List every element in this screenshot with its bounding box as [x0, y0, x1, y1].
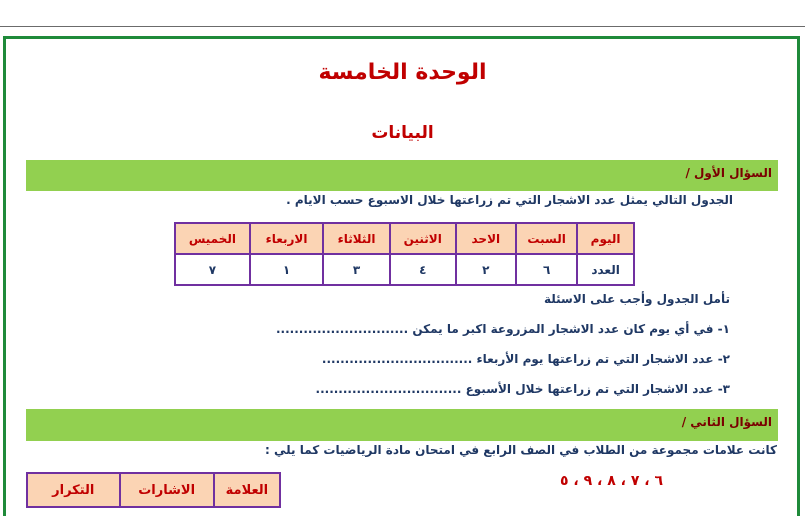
- trees-table-day: السبت: [516, 223, 577, 254]
- top-divider: [0, 0, 805, 27]
- question-2-intro: كانت علامات مجموعة من الطلاب في الصف الرابع في امتحان مادة الرياضيات كما يلي :: [265, 443, 777, 457]
- trees-table-count: ٣: [323, 254, 390, 285]
- marks-table: [26, 472, 281, 508]
- question-1-item-text: ٢- عدد الاشجار التي تم زراعتها يوم الأربعاء: [476, 352, 730, 366]
- trees-table-count: ١: [250, 254, 323, 285]
- question-1-item: [276, 322, 730, 336]
- answer-blank[interactable]: .............................: [275, 322, 409, 336]
- trees-table-day: الاثنين: [390, 223, 456, 254]
- answer-blank[interactable]: .................................: [321, 352, 473, 366]
- answer-blank[interactable]: ................................: [315, 382, 462, 396]
- marks-table-header: التكرار: [27, 473, 120, 507]
- question-2-header: [26, 409, 778, 441]
- marks-table-header-row: [27, 473, 280, 507]
- trees-table-count: ٢: [456, 254, 516, 285]
- trees-table: [174, 222, 635, 286]
- trees-table-count-label: العدد: [577, 254, 634, 285]
- question-1-header: [26, 160, 778, 191]
- question-1-instruction: تأمل الجدول وأجب على الاسئلة: [543, 292, 730, 306]
- trees-table-day: الثلاثاء: [323, 223, 390, 254]
- page-title: الوحدة الخامسة: [318, 60, 487, 85]
- marks-table-header: العلامة: [214, 473, 280, 507]
- trees-table-day: الاربعاء: [250, 223, 323, 254]
- marks-table-header: الاشارات: [120, 473, 214, 507]
- question-1-item: [316, 382, 730, 396]
- marks-sequence: ٦ ، ٧ ، ٨ ، ٩ ، ٥: [560, 473, 664, 489]
- trees-table-day: الخميس: [175, 223, 250, 254]
- page-subtitle: البيانات: [371, 123, 434, 143]
- question-1-item-text: ٣- عدد الاشجار التي تم زراعتها خلال الأسبوع: [465, 382, 730, 396]
- trees-table-count: ٦: [516, 254, 577, 285]
- question-1-item: [322, 352, 730, 366]
- question-2-label: السؤال الثاني /: [681, 415, 772, 429]
- question-1-label: السؤال الأول /: [685, 166, 772, 180]
- trees-table-count: ٤: [390, 254, 456, 285]
- question-1-intro: الجدول التالي يمثل عدد الاشجار التي تم زراعتها خلال الاسبوع حسب الايام .: [286, 193, 733, 207]
- trees-table-day-label: اليوم: [577, 223, 634, 254]
- trees-table-day: الاحد: [456, 223, 516, 254]
- trees-table-days-row: [175, 223, 634, 254]
- trees-table-count: ٧: [175, 254, 250, 285]
- question-1-item-text: ١- في أي يوم كان عدد الاشجار المزروعة اكبر ما يمكن: [412, 322, 730, 336]
- trees-table-counts-row: [175, 254, 634, 285]
